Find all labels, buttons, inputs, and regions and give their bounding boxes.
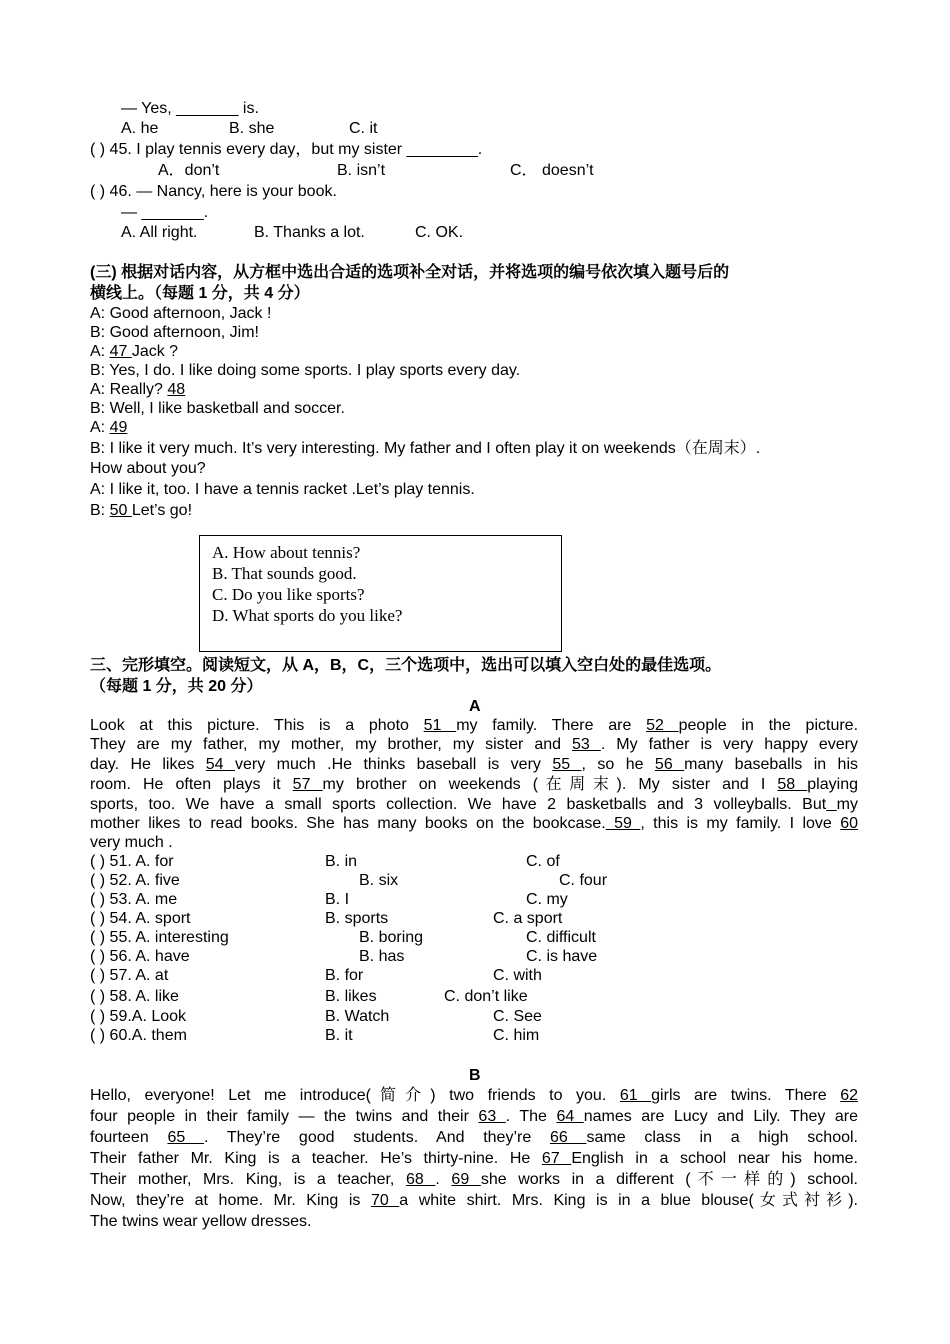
answer-blank: 67 <box>541 1150 572 1167</box>
answer-blank: 63 <box>478 1108 506 1125</box>
passage-line: fourteen 65 . They’re good students. And they’re 66 same class in a high school. <box>90 1129 859 1146</box>
cloze-option-b: B. in <box>325 853 358 870</box>
cloze-heading: 三、完形填空。阅读短文，从 A，B，C，三个选项中，选出可以填入空白处的最佳选项。 <box>90 657 722 674</box>
option-c: C. Do you like sports? <box>212 585 365 604</box>
cloze-option-c: C. him <box>493 1027 540 1044</box>
answer-blank: 53 <box>572 736 601 753</box>
q45-option-b: B. isn’t <box>337 162 386 179</box>
passage-line: Their mother, Mrs. King, is a teacher, 68 . 69 she works in a different (不一样的) school. <box>90 1171 858 1188</box>
cloze-option-c: C. a sport <box>493 910 563 927</box>
cloze-item: ( ) 53. A. me <box>90 891 178 908</box>
answer-blank: 61 <box>619 1087 652 1104</box>
answer-blank: 51 <box>423 717 457 734</box>
answer-blank <box>826 796 836 813</box>
cloze-option-c: C. four <box>559 872 608 889</box>
section3-heading: (三) 根据对话内容，从方框中选出合适的选项补全对话，并将选项的编号依次填入题号后的 <box>90 264 730 281</box>
cloze-option-b: B. it <box>325 1027 353 1044</box>
blank-48: 48 <box>167 381 186 398</box>
q45-option-a: A．don’t <box>158 162 220 179</box>
cloze-heading-2: （每题 1 分，共 20 分） <box>90 678 263 695</box>
cloze-option-c: C. my <box>526 891 568 908</box>
answer-blank: 70 <box>370 1192 400 1209</box>
passage-line: mother likes to read books. She has many books on the bookcase. 59 , this is my family. I love 60 <box>90 815 858 832</box>
cloze-option-c: C. of <box>526 853 560 870</box>
dialogue-line: B: 50 Let’s go! <box>90 502 193 519</box>
answer-blank: 59 <box>605 815 641 832</box>
passage-line: They are my father, my mother, my brother, my sister and 53 . My father is very happy every <box>90 736 858 753</box>
cloze-option-b: B. boring <box>359 929 424 946</box>
q44-option-c: C. it <box>349 120 378 137</box>
cloze-option-b: B. has <box>359 948 405 965</box>
answer-blank: 55 <box>552 756 582 773</box>
answer-blank: 57 <box>292 776 323 793</box>
q44-option-a: A. he <box>121 120 159 137</box>
answer-blank: 54 <box>205 756 235 773</box>
dialogue-line: B: Yes, I do. I like doing some sports. I play sports every day. <box>90 362 521 379</box>
answer-blank: 66 <box>549 1129 587 1146</box>
passage-line: day. He likes 54 very much .He thinks baseball is very 55 , so he 56 many baseballs in his <box>90 756 859 773</box>
passage-line: room. He often plays it 57 my brother on weekends (在周末). My sister and I 58 playing <box>90 776 858 793</box>
answer-blank: 60 <box>840 815 858 832</box>
dialogue-line: A: 47 Jack ? <box>90 343 179 360</box>
cloze-option-c: C. is have <box>526 948 598 965</box>
cloze-item: ( ) 55. A. interesting <box>90 929 229 946</box>
cloze-item: ( ) 56. A. have <box>90 948 190 965</box>
answer-blank: 69 <box>451 1171 481 1188</box>
cloze-option-b: B. six <box>359 872 399 889</box>
answer-blank: 52 <box>646 717 679 734</box>
passage-line: Hello, everyone! Let me introduce(简介) two friends to you. 61 girls are twins. There 62 <box>90 1087 858 1104</box>
cloze-item: ( ) 51. A. for <box>90 853 174 870</box>
dialogue-line: How about you? <box>90 460 206 477</box>
blank-49: 49 <box>109 419 128 436</box>
option-b: B. That sounds good. <box>212 564 357 583</box>
cloze-option-b: B. likes <box>325 988 377 1005</box>
q46-option-b: B. Thanks a lot. <box>254 224 365 241</box>
passage-b-title: B <box>469 1067 481 1084</box>
dialogue-line: A: 49 <box>90 419 128 436</box>
answer-blank: 62 <box>840 1087 858 1104</box>
answer-blank: 58 <box>777 776 808 793</box>
passage-a-title: A <box>469 698 481 715</box>
cloze-option-c: C. don’t like <box>444 988 528 1005</box>
answer-blank: 56 <box>654 756 685 773</box>
passage-line: Their father Mr. King is a teacher. He’s thirty-nine. He 67 English in a school near his home. <box>90 1150 858 1167</box>
q44-option-b: B. she <box>229 120 275 137</box>
answer-blank: 64 <box>556 1108 584 1125</box>
q46-option-c: C. OK. <box>415 224 464 241</box>
passage-line: Look at this picture. This is a photo 51 my family. There are 52 people in the picture. <box>90 717 859 734</box>
cloze-option-b: B. sports <box>325 910 389 927</box>
blank-47: 47 <box>109 343 132 360</box>
dialogue-line: B: Good afternoon, Jim! <box>90 324 259 341</box>
cloze-item: ( ) 54. A. sport <box>90 910 191 927</box>
cloze-option-c: C. with <box>493 967 542 984</box>
cloze-item: ( ) 52. A. five <box>90 872 180 889</box>
answer-blank: 68 <box>405 1171 436 1188</box>
passage-line: four people in their family — the twins and their 63 . The 64 names are Lucy and Lily. They are <box>90 1108 858 1125</box>
cloze-option-c: C. difficult <box>526 929 596 946</box>
passage-line: The twins wear yellow dresses. <box>90 1213 312 1230</box>
passage-line: sports, too. We have a small sports collection. We have 2 basketballs and 3 volleyballs. But my <box>90 796 858 813</box>
passage-line: very much . <box>90 834 173 851</box>
q46-option-a: A. All right. <box>121 224 198 241</box>
option-a: A. How about tennis? <box>212 543 361 562</box>
dialogue-line: B: I like it very much. It’s very interesting. My father and I often play it on weekends（在周末）. <box>90 440 761 457</box>
section3-heading-2: 横线上。（每题 1 分，共 4 分） <box>90 285 310 302</box>
dialogue-line: A: Really? 48 <box>90 381 186 398</box>
cloze-option-b: B. Watch <box>325 1008 390 1025</box>
cloze-option-b: B. I <box>325 891 350 908</box>
dialogue-line: A: I like it, too. I have a tennis racket .Let’s play tennis. <box>90 481 475 498</box>
cloze-option-b: B. for <box>325 967 364 984</box>
q46-stem: ( ) 46. — Nancy, here is your book. <box>90 183 337 200</box>
cloze-item: ( ) 58. A. like <box>90 988 179 1005</box>
q45-option-c: C． doesn’t <box>510 162 594 179</box>
options-box <box>199 535 562 652</box>
q46-reply: — _______. <box>121 204 209 221</box>
cloze-item: ( ) 60.A. them <box>90 1027 187 1044</box>
cloze-option-c: C. See <box>493 1008 542 1025</box>
answer-blank: 65 <box>167 1129 204 1146</box>
dialogue-line: B: Well, I like basketball and soccer. <box>90 400 345 417</box>
option-d: D. What sports do you like? <box>212 606 403 625</box>
blank-50: 50 <box>109 502 132 519</box>
cloze-item: ( ) 57. A. at <box>90 967 169 984</box>
dialogue-line: A: Good afternoon, Jack ! <box>90 305 272 322</box>
q45-stem: ( ) 45. I play tennis every day，but my sister ________. <box>90 141 483 158</box>
passage-line: Now, they’re at home. Mr. King is 70 a white shirt. Mrs. King is in a blue blouse(女式衬衫). <box>90 1192 859 1209</box>
q44-answer-line: — Yes, _______ is. <box>121 100 259 117</box>
cloze-item: ( ) 59.A. Look <box>90 1008 187 1025</box>
